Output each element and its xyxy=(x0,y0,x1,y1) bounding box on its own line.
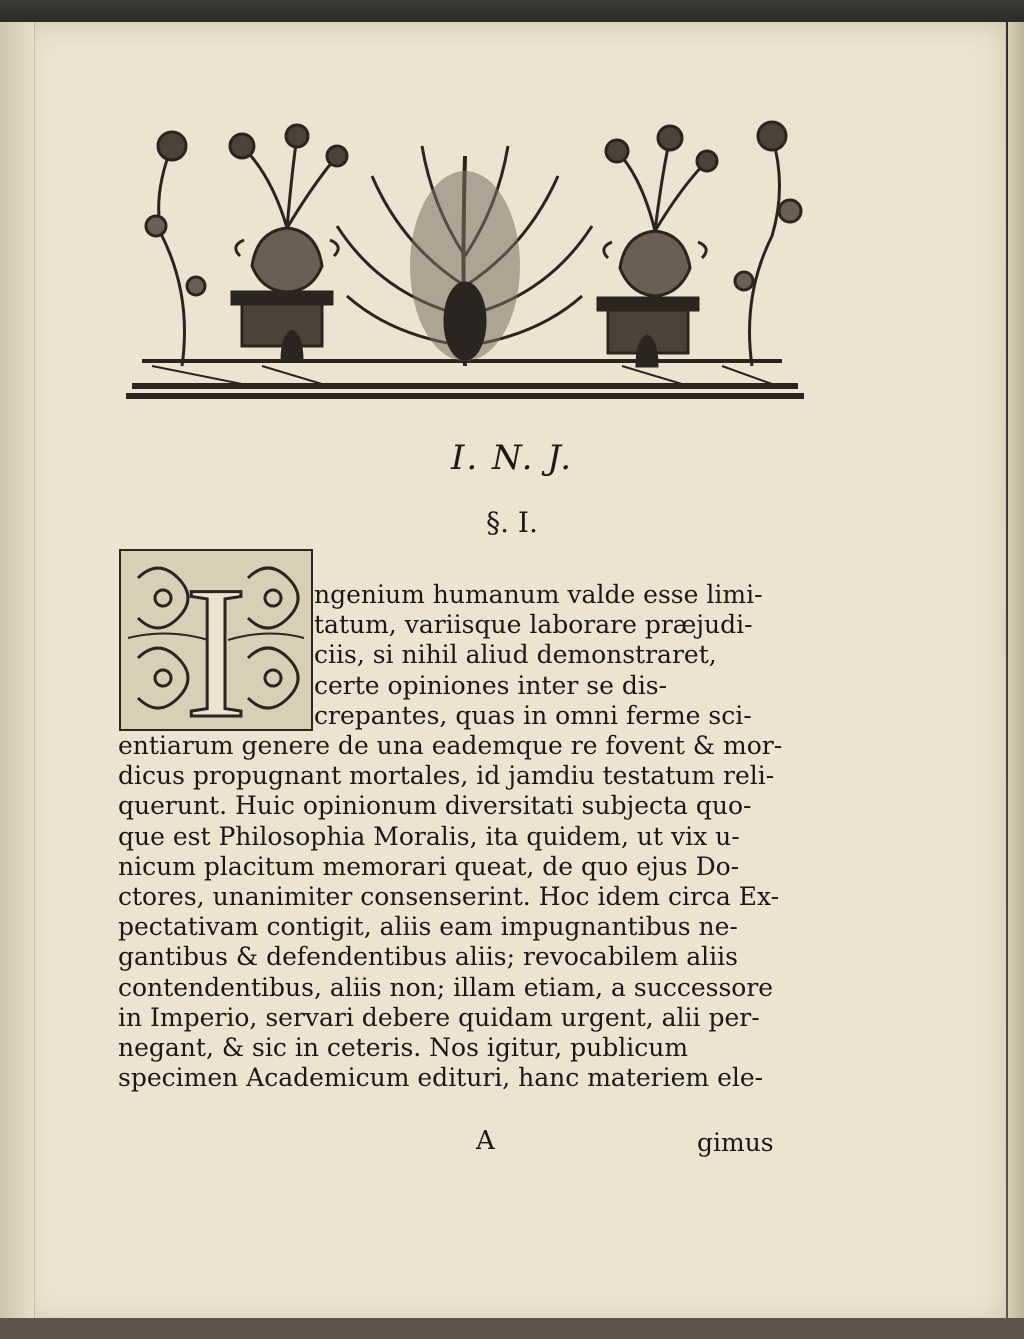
initial-letter-glyph: I xyxy=(184,548,248,732)
text-line: negant, & sic in ceteris. Nos igitur, publicum xyxy=(118,1033,689,1063)
text-line: ciis, si nihil aliud demonstraret, xyxy=(314,640,717,670)
text-line: ngenium humanum valde esse limi- xyxy=(314,580,763,609)
text-line: que est Philosophia Moralis, ita quidem, ut vix u- xyxy=(118,821,740,851)
text-line: querunt. Huic opinionum diversitati subjecta quo- xyxy=(118,791,752,821)
page-edge xyxy=(1008,22,1024,1324)
text-line: contendentibus, aliis non; illam etiam, a successore xyxy=(118,972,774,1002)
page-gutter xyxy=(0,22,35,1324)
signature-mark: A xyxy=(476,1126,495,1156)
text-line: gantibus & defendentibus aliis; revocabilem aliis xyxy=(118,942,738,972)
text-line: specimen Academicum edituri, hanc materiem ele- xyxy=(118,1063,764,1093)
text-line: certe opiniones inter se dis- xyxy=(314,670,668,700)
catchword: gimus xyxy=(697,1128,774,1157)
text-line: dicus propugnant mortales, id jamdiu testatum reli- xyxy=(118,761,775,791)
book-cover-edge xyxy=(0,1318,1024,1339)
body-paragraph xyxy=(118,580,783,1093)
text-line: ctores, unanimiter consenserint. Hoc idem circa Ex- xyxy=(118,882,780,912)
section-number: §. I. xyxy=(486,506,538,539)
text-line: pectativam contigit, aliis eam impugnantibus ne- xyxy=(118,912,738,942)
invocation-heading: I. N. J. xyxy=(450,438,574,478)
woodcut-headpiece-ornament xyxy=(122,116,808,402)
text-line: entiarum genere de una eademque re fovent & mor- xyxy=(118,731,783,761)
text-line: nicum placitum memorari queat, de quo ejus Do- xyxy=(118,851,740,881)
text-line: crepantes, quas in omni ferme sci- xyxy=(314,700,752,730)
text-line: tatum, variisque laborare præjudi- xyxy=(314,610,753,640)
text-line: in Imperio, servari debere quidam urgent, alii per- xyxy=(118,1002,760,1032)
